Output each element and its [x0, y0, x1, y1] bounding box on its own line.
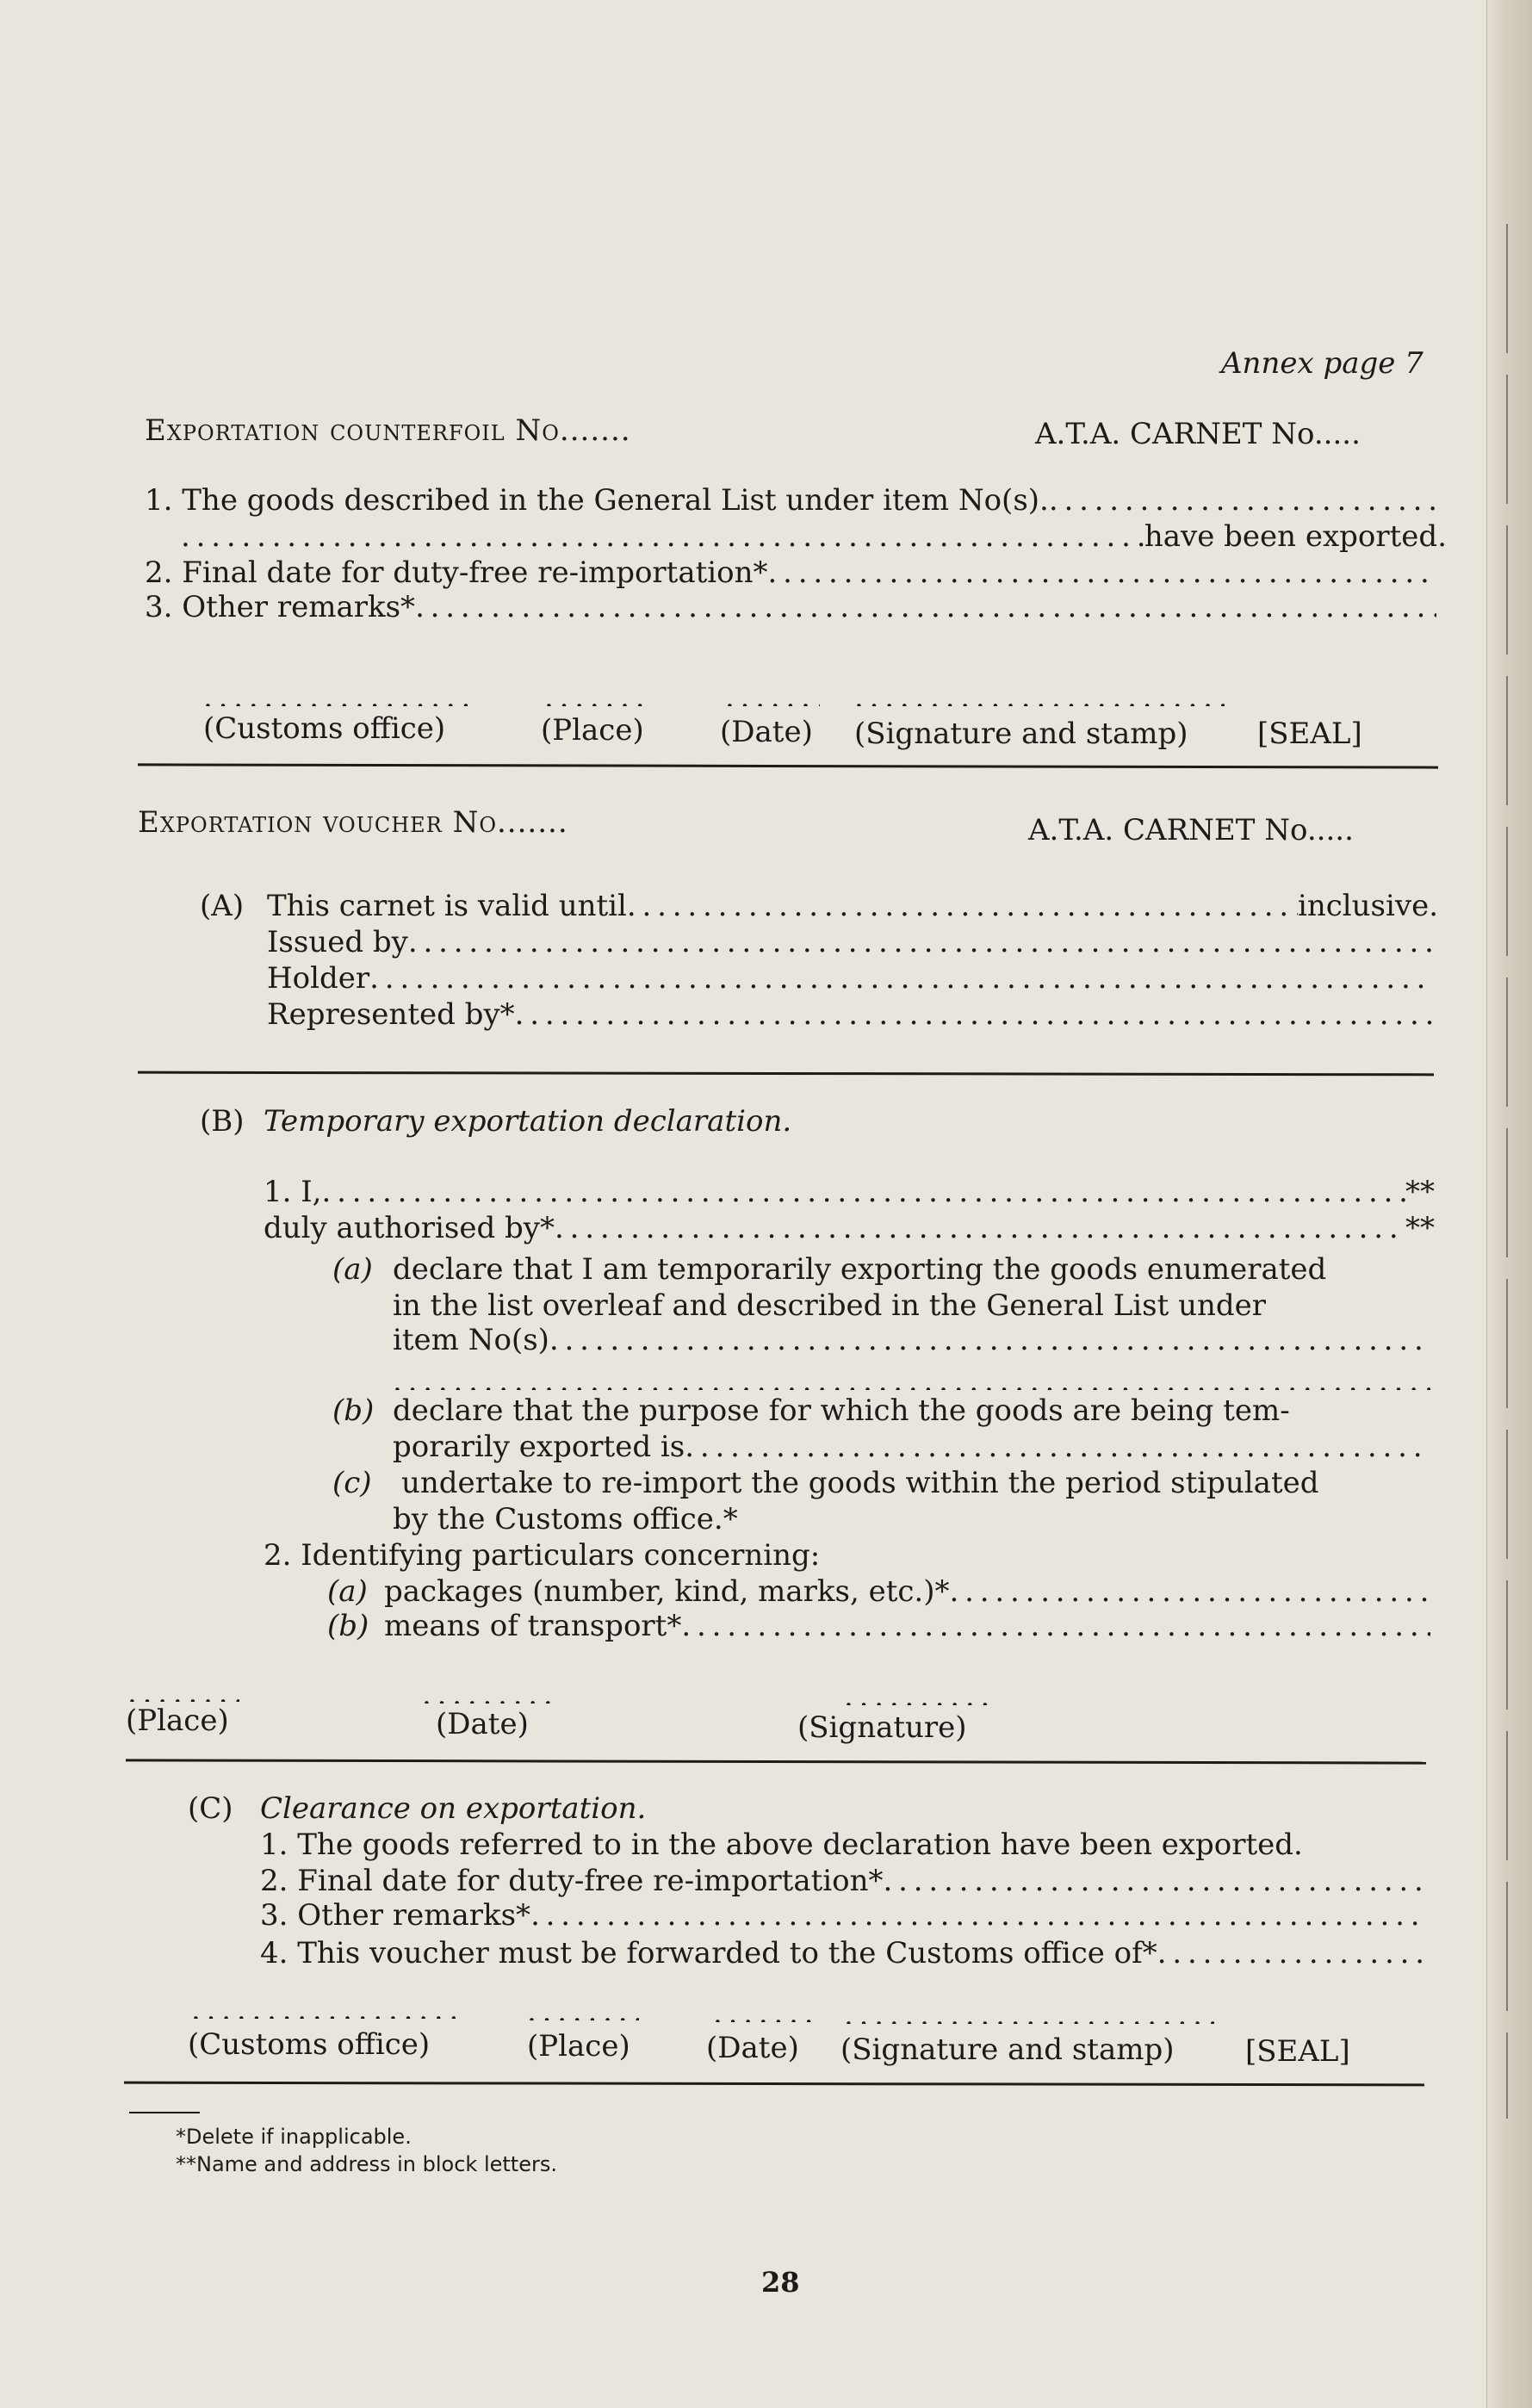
represented-by-text: Represented by* [267, 997, 515, 1032]
clause-c-line-1: undertake to re-import the goods within the period stipulated [401, 1466, 1319, 1500]
clause-b-line-2-text: porarily exported is [393, 1430, 685, 1464]
clearance-item-4 [260, 1936, 1424, 1970]
counterfoil-item-3 [145, 590, 1436, 624]
footnote-1: *Delete if inapplicable. [176, 2125, 412, 2149]
dotted-leader [515, 997, 1434, 1032]
clearance-customs-office: (Customs office) [188, 2027, 431, 2062]
section-divider [138, 1071, 1434, 1077]
section-divider [138, 763, 1438, 768]
declaration-place: (Place) [126, 1704, 229, 1738]
dotted-leader [408, 925, 1434, 959]
dotted-leader [884, 1864, 1424, 1898]
dotted-leader [415, 590, 1436, 624]
counterfoil-signature: (Signature and stamp) [854, 717, 1188, 751]
clearance-item-4-text: 4. This voucher must be forwarded to the Customs office of* [260, 1936, 1157, 1970]
counterfoil-place: (Place) [541, 713, 644, 748]
signature-blank [844, 2007, 1214, 2024]
section-c-label: (C) [188, 1791, 233, 1826]
voucher-carnet-no: A.T.A. CARNET No..... [1028, 813, 1354, 847]
clearance-item-2-text: 2. Final date for duty-free re-importation* [260, 1864, 884, 1898]
signature-blank [854, 689, 1225, 706]
holder-text: Holder [267, 961, 370, 996]
page-binding [1486, 0, 1532, 2408]
carnet-valid-until-text: This carnet is valid until [267, 889, 627, 923]
clause-c-label: (c) [332, 1466, 372, 1500]
clause-a-line-3 [393, 1323, 1430, 1357]
duly-authorised-by [264, 1211, 1435, 1245]
duly-authorised-by-text: duly authorised by* [264, 1211, 555, 1245]
place-blank [527, 2003, 639, 2020]
counterfoil-customs-office: (Customs office) [203, 711, 446, 746]
dotted-leader [549, 1323, 1430, 1357]
dotted-leader [322, 1175, 1406, 1209]
customs-office-blank [203, 689, 475, 706]
clause-a-line-3-text: item No(s) [393, 1323, 549, 1357]
dotted-leader [1049, 483, 1436, 518]
clause-a-line-2: in the list overleaf and described in the General List under [393, 1288, 1267, 1323]
clearance-date: (Date) [706, 2031, 799, 2065]
carnet-valid-until [267, 889, 1438, 923]
dotted-leader [681, 1609, 1430, 1643]
represented-by [267, 997, 1434, 1032]
dotted-leader [950, 1574, 1431, 1609]
section-c-title: Clearance on exportation. [260, 1791, 647, 1826]
dotted-leader [1157, 1936, 1424, 1970]
declaration-signature: (Signature) [797, 1710, 967, 1745]
declarant-name [264, 1175, 1435, 1209]
counterfoil-item-1-text: 1. The goods described in the General List under item No(s). [145, 483, 1049, 518]
declaration-date: (Date) [436, 1707, 529, 1741]
packages-particulars-text: packages (number, kind, marks, etc.)* [384, 1574, 950, 1609]
clause-c-line-2: by the Customs office.* [393, 1502, 738, 1536]
particulars-a-label: (a) [327, 1574, 368, 1609]
transport-particulars-text: means of transport* [384, 1609, 682, 1643]
particulars-b-label: (b) [327, 1609, 369, 1643]
clearance-seal: [SEAL] [1245, 2034, 1350, 2069]
declarant-name-text: 1. I, [264, 1175, 322, 1209]
date-blank [422, 1686, 551, 1704]
clause-a-label: (a) [332, 1252, 373, 1287]
dotted-leader [181, 519, 1144, 554]
counterfoil-item-1-end: have been exported. [1144, 519, 1447, 554]
section-divider [126, 1759, 1426, 1764]
counterfoil-carnet-no: A.T.A. CARNET No..... [1035, 417, 1361, 451]
carnet-valid-until-end: inclusive. [1297, 889, 1438, 923]
duly-authorised-by-end: ** [1405, 1211, 1435, 1245]
counterfoil-item-2 [145, 555, 1436, 590]
annex-page-label: Annex page 7 [1221, 346, 1423, 381]
dotted-leader [685, 1430, 1430, 1464]
dotted-leader [369, 961, 1434, 996]
page-number: 28 [761, 2266, 800, 2299]
clearance-item-1: 1. The goods referred to in the above declaration have been exported. [260, 1828, 1303, 1862]
place-blank [544, 689, 648, 706]
footnote-rule [129, 2112, 200, 2113]
holder [267, 961, 1434, 996]
issued-by [267, 925, 1434, 959]
clause-b-line-1: declare that the purpose for which the goods are being tem- [393, 1393, 1290, 1428]
clearance-place: (Place) [527, 2029, 630, 2064]
section-b-label: (B) [200, 1104, 245, 1139]
clause-b-line-2 [393, 1430, 1430, 1464]
clearance-signature: (Signature and stamp) [840, 2033, 1175, 2067]
clearance-item-2 [260, 1864, 1424, 1898]
place-blank [127, 1685, 239, 1702]
counterfoil-item-1 [145, 483, 1436, 518]
counterfoil-item-2-text: 2. Final date for duty-free re-importation* [145, 555, 768, 590]
counterfoil-item-3-text: 3. Other remarks* [145, 590, 416, 624]
section-b-title: Temporary exportation declaration. [264, 1104, 792, 1139]
date-blank [725, 689, 820, 706]
date-blank [713, 2005, 816, 2022]
signature-blank [844, 1688, 990, 1705]
dotted-leader [768, 555, 1436, 590]
section-divider [124, 2082, 1424, 2087]
clause-b-label: (b) [332, 1393, 375, 1428]
customs-office-blank [191, 2001, 463, 2019]
packages-particulars [384, 1574, 1430, 1609]
section-a-label: (A) [200, 889, 245, 923]
voucher-title: Exportation voucher No....... [138, 805, 568, 840]
counterfoil-item-1-cont [181, 519, 1447, 554]
dotted-leader [627, 889, 1298, 923]
counterfoil-title: Exportation counterfoil No....... [145, 413, 631, 448]
dotted-leader [555, 1211, 1405, 1245]
counterfoil-seal: [SEAL] [1257, 717, 1362, 751]
dotted-leader [530, 1898, 1424, 1933]
counterfoil-date: (Date) [720, 715, 813, 749]
item-no-blank [393, 1373, 1430, 1390]
clause-a-line-1: declare that I am temporarily exporting the goods enumerated [393, 1252, 1327, 1287]
issued-by-text: Issued by [267, 925, 408, 959]
transport-particulars [384, 1609, 1430, 1643]
identifying-particulars: 2. Identifying particulars concerning: [264, 1538, 821, 1573]
clearance-item-3-text: 3. Other remarks* [260, 1898, 531, 1933]
footnote-2: **Name and address in block letters. [176, 2152, 557, 2176]
clearance-item-3 [260, 1898, 1424, 1933]
declarant-name-end: ** [1405, 1175, 1435, 1209]
